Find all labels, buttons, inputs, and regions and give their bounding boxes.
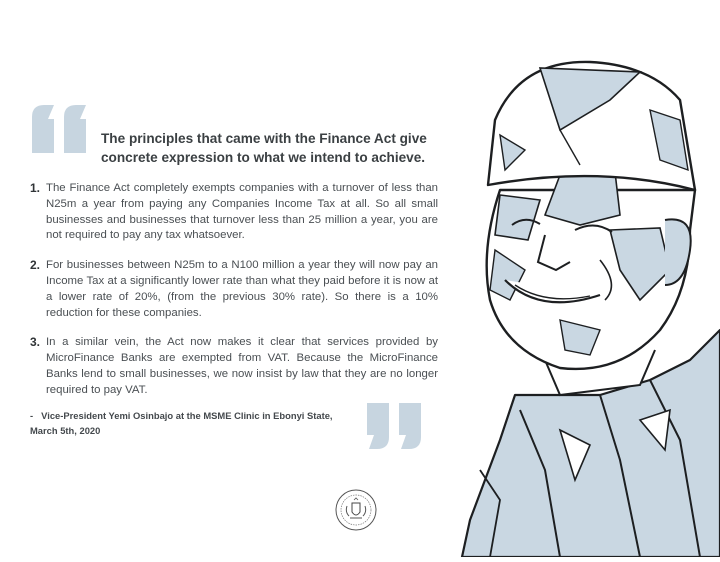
list-item [30,335,438,398]
attribution-text: Vice-President Yemi Osinbajo at the MSME Clinic in Ebonyi State, March 5th, 2020 [30,410,333,436]
seal-icon [334,488,378,537]
portrait-illustration [440,58,720,562]
points-list [30,181,438,413]
open-quote-icon [28,103,92,160]
close-quote-icon [363,401,425,456]
point-text: For businesses between N25m to a N100 million a year they will now pay an Income Tax at a significantly lower rate than what they paid before it is now at a lower rate of 20%, (from the previous 30% rate). So there is a 10% reduction for these companies. [46,259,438,319]
point-text: The Finance Act completely exempts companies with a turnover of less than N25m a year from paying any Companies Income Tax at all. So all small businesses and businesses that turnover less than 25 million a year, you are not required to pay any tax whatsoever. [46,182,438,242]
attribution-dash: - [30,410,34,421]
point-number: 3. [30,335,41,350]
point-number: 2. [30,258,41,273]
point-text: In a similar vein, the Act now makes it clear that services provided by MicroFinance Banks are exempted from VAT. Because the MicroFinance Banks lend to small businesses, we now insist by law that they are no longer required to pay VAT. [46,336,438,396]
quote-headline: The principles that came with the Finance Act give concrete expression to what we intend to achieve. [101,131,427,165]
attribution [30,408,350,438]
list-item [30,181,438,244]
point-number: 1. [30,181,41,195]
list-item [30,258,438,321]
